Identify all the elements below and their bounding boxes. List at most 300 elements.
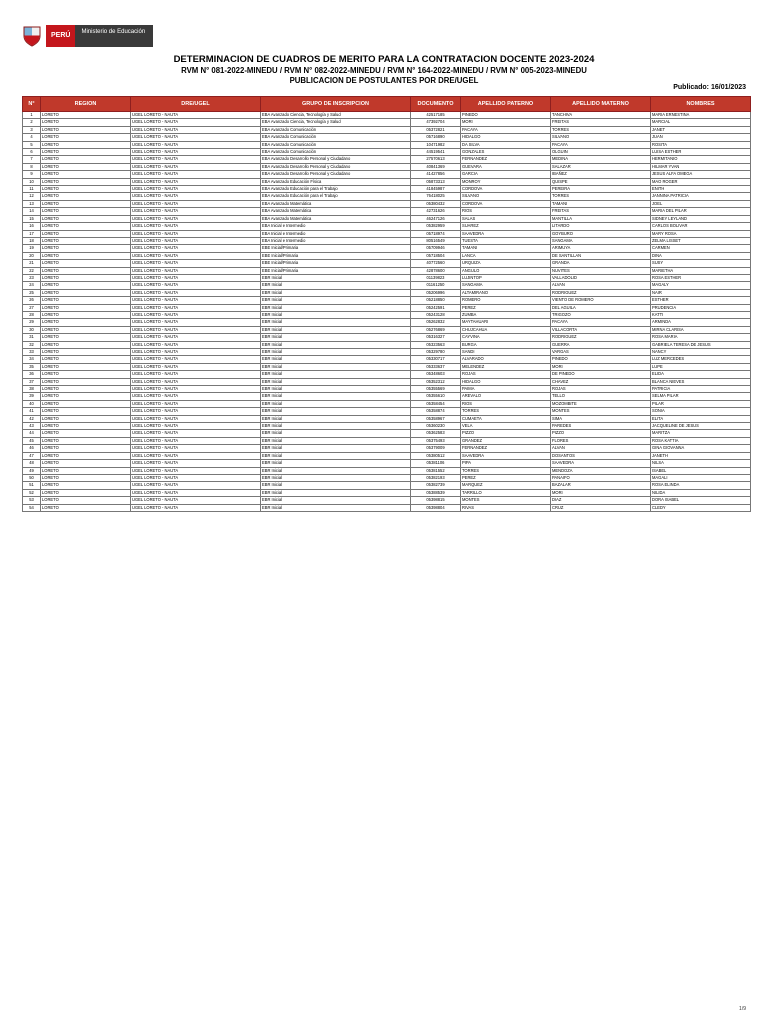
table-cell: JESUS ALFA OMEGA <box>651 171 751 178</box>
table-cell: HIDALGO <box>461 134 551 141</box>
table-cell: DOSANTOS <box>551 452 651 459</box>
table-row <box>23 223 751 230</box>
table-cell: UGEL LORETO - NAUTA <box>131 408 261 415</box>
table-cell: UGEL LORETO - NAUTA <box>131 349 261 356</box>
table-cell: UGEL LORETO - NAUTA <box>131 163 261 170</box>
table-cell: 05380432 <box>411 200 461 207</box>
table-cell: 05709946 <box>411 245 461 252</box>
table-body <box>23 112 751 512</box>
table-row <box>23 260 751 267</box>
table-cell: UGEL LORETO - NAUTA <box>131 363 261 370</box>
table-cell: BURGA <box>461 341 551 348</box>
table-cell: UGEL LORETO - NAUTA <box>131 341 261 348</box>
table-cell: EBR Inicial <box>261 326 411 333</box>
table-cell: EBR Inicial <box>261 423 411 430</box>
table-cell: LORETO <box>41 141 131 148</box>
table-cell: UGEL LORETO - NAUTA <box>131 504 261 511</box>
table-cell: SALAS <box>461 215 551 222</box>
table-cell: LORETO <box>41 386 131 393</box>
table-cell: 3 <box>23 126 41 133</box>
table-cell: GRANDEZ <box>461 437 551 444</box>
table-cell: LORETO <box>41 504 131 511</box>
table-cell: 05381552 <box>411 467 461 474</box>
country-label: PERÚ <box>46 25 75 47</box>
table-row <box>23 215 751 222</box>
table-cell: UGEL LORETO - NAUTA <box>131 260 261 267</box>
table-cell: LORETO <box>41 415 131 422</box>
table-cell: EBR Inicial <box>261 282 411 289</box>
table-cell: 05718974 <box>411 230 461 237</box>
table-cell: EBR Inicial <box>261 378 411 385</box>
table-cell: 05358454 <box>411 400 461 407</box>
table-cell: EBE Inicial/Primaria <box>261 252 411 259</box>
table-cell: 05316327 <box>411 334 461 341</box>
table-cell: LORETO <box>41 267 131 274</box>
table-cell: SANDI <box>461 349 551 356</box>
table-cell: LORETO <box>41 467 131 474</box>
table-cell: LORETO <box>41 252 131 259</box>
table-cell: 4 <box>23 134 41 141</box>
column-header: N° <box>23 97 41 112</box>
table-cell: 24 <box>23 282 41 289</box>
table-cell: 8 <box>23 163 41 170</box>
table-cell: LORETO <box>41 363 131 370</box>
table-row <box>23 363 751 370</box>
table-cell: TARRILLO <box>461 489 551 496</box>
table-cell: MEDINA <box>551 156 651 163</box>
table-cell: LORETO <box>41 430 131 437</box>
table-cell: ELIDA <box>651 371 751 378</box>
table-cell: DEL AGUILA <box>551 304 651 311</box>
table-cell: ALVAN <box>551 282 651 289</box>
table-cell: NUVITES <box>551 267 651 274</box>
table-cell: 05333637 <box>411 363 461 370</box>
table-cell: 52 <box>23 489 41 496</box>
table-cell: 50 <box>23 474 41 481</box>
table-cell: URQUIZA <box>461 260 551 267</box>
table-cell: LORETO <box>41 371 131 378</box>
table-cell: EBR Inicial <box>261 274 411 281</box>
table-cell: KATTI <box>651 311 751 318</box>
table-cell: 19 <box>23 245 41 252</box>
table-cell: ROJAS <box>551 386 651 393</box>
table-cell: LORETO <box>41 437 131 444</box>
page-title: DETERMINACION DE CUADROS DE MERITO PARA LA CONTRATACION DOCENTE 2023-2024 <box>173 54 595 65</box>
table-cell: SUAREZ <box>461 223 551 230</box>
table-cell: 05716890 <box>411 134 461 141</box>
table-cell: 25 <box>23 289 41 296</box>
table-cell: RODRIGUEZ <box>551 289 651 296</box>
table-cell: 41427856 <box>411 171 461 178</box>
table-cell: ROSA ELINDA <box>651 482 751 489</box>
table-cell: CLEDY <box>651 504 751 511</box>
table-cell: MAO ROGER <box>651 178 751 185</box>
table-cell: EBA Avanzado Ciencia, Tecnología y Salud <box>261 119 411 126</box>
table-cell: ENITH <box>651 186 751 193</box>
table-row <box>23 319 751 326</box>
table-cell: 05276869 <box>411 326 461 333</box>
table-cell: CHAVEZ <box>551 378 651 385</box>
table-cell: 76418025 <box>411 193 461 200</box>
table-row <box>23 186 751 193</box>
table-cell: CARMEN <box>651 245 751 252</box>
table-cell: MENDOZA <box>551 467 651 474</box>
table-cell: SALAZAR <box>551 163 651 170</box>
table-cell: 12 <box>23 193 41 200</box>
table-cell: 44519541 <box>411 149 461 156</box>
table-cell: 31 <box>23 334 41 341</box>
table-row <box>23 341 751 348</box>
table-row <box>23 482 751 489</box>
table-cell: LORETO <box>41 400 131 407</box>
table-cell: DE SANTILLAN <box>551 252 651 259</box>
table-cell: 27 <box>23 304 41 311</box>
table-row <box>23 163 751 170</box>
table-cell: MARIETHA <box>651 267 751 274</box>
table-cell: LORETO <box>41 230 131 237</box>
table-cell: CARLOS BOLIVAR <box>651 223 751 230</box>
table-cell: JANNINA PATRICIA <box>651 193 751 200</box>
table-cell: 05358967 <box>411 415 461 422</box>
table-cell: RIVAS <box>461 504 551 511</box>
table-row <box>23 193 751 200</box>
table-cell: SELMA PILAR <box>651 393 751 400</box>
table-cell: UGEL LORETO - NAUTA <box>131 252 261 259</box>
table-cell: UGEL LORETO - NAUTA <box>131 193 261 200</box>
table-cell: CRUZ <box>551 504 651 511</box>
table-cell: 05330717 <box>411 356 461 363</box>
table-cell: ROMERO <box>461 297 551 304</box>
table-cell: 43 <box>23 423 41 430</box>
table-cell: NAIR <box>651 289 751 296</box>
table-cell: 05388539 <box>411 489 461 496</box>
table-cell: LORETO <box>41 289 131 296</box>
table-cell: 40772560 <box>411 260 461 267</box>
table-cell: 54 <box>23 504 41 511</box>
table-cell: DIAZ <box>551 497 651 504</box>
table-cell: 05329780 <box>411 349 461 356</box>
table-cell: 51 <box>23 482 41 489</box>
table-cell: EBR Inicial <box>261 467 411 474</box>
table-cell: 53 <box>23 497 41 504</box>
table-cell: MANTILLA <box>551 215 651 222</box>
table-cell: 37 <box>23 378 41 385</box>
table-cell: EBE Inicial/Primaria <box>261 260 411 267</box>
table-row <box>23 437 751 444</box>
table-cell: UGEL LORETO - NAUTA <box>131 460 261 467</box>
table-cell: 42878600 <box>411 267 461 274</box>
table-row <box>23 415 751 422</box>
table-cell: LORETO <box>41 304 131 311</box>
table-cell: PIPA <box>461 460 551 467</box>
table-cell: MORI <box>551 363 651 370</box>
table-cell: CUMAETA <box>461 415 551 422</box>
table-cell: ROSA MARIA <box>651 334 751 341</box>
table-cell: UGEL LORETO - NAUTA <box>131 437 261 444</box>
table-cell: MORI <box>551 489 651 496</box>
table-cell: FREITAS <box>551 208 651 215</box>
table-cell: 41845987 <box>411 186 461 193</box>
table-cell: EBA Avanzado Matemática <box>261 208 411 215</box>
table-cell: LORETO <box>41 356 131 363</box>
table-cell: EBR Inicial <box>261 297 411 304</box>
table-cell: EBR Inicial <box>261 497 411 504</box>
table-cell: ALVAN <box>551 445 651 452</box>
table-cell: UGEL LORETO - NAUTA <box>131 171 261 178</box>
table-cell: EBR Inicial <box>261 341 411 348</box>
table-row <box>23 112 751 119</box>
table-cell: UGEL LORETO - NAUTA <box>131 267 261 274</box>
table-cell: PATRICIA <box>651 386 751 393</box>
table-row <box>23 349 751 356</box>
table-cell: SONIA <box>651 408 751 415</box>
table-cell: 7 <box>23 156 41 163</box>
table-cell: EBR Inicial <box>261 408 411 415</box>
table-row <box>23 245 751 252</box>
table-cell: EBA Avanzado Comunicación <box>261 134 411 141</box>
table-cell: 45 <box>23 437 41 444</box>
table-cell: HERMITANIO <box>651 156 751 163</box>
table-cell: MARITZA <box>651 430 751 437</box>
table-cell: UGEL LORETO - NAUTA <box>131 378 261 385</box>
table-cell: DORA ISABEL <box>651 497 751 504</box>
table-cell: 1 <box>23 112 41 119</box>
table-cell: 30 <box>23 326 41 333</box>
table-row <box>23 178 751 185</box>
table-cell: UGEL LORETO - NAUTA <box>131 386 261 393</box>
table-cell: GOYBURO <box>551 230 651 237</box>
table-cell: MAYTAHUARI <box>461 319 551 326</box>
table-cell: LORETO <box>41 149 131 156</box>
table-cell: 05382959 <box>411 223 461 230</box>
table-cell: UGEL LORETO - NAUTA <box>131 156 261 163</box>
table-cell: UGEL LORETO - NAUTA <box>131 467 261 474</box>
table-cell: CAYVINA <box>461 334 551 341</box>
table-cell: LUJINTOP <box>461 274 551 281</box>
table-cell: EBR Inicial <box>261 489 411 496</box>
table-cell: UGEL LORETO - NAUTA <box>131 149 261 156</box>
table-cell: PINEDO <box>551 356 651 363</box>
table-cell: LORETO <box>41 452 131 459</box>
table-cell: AREVALO <box>461 393 551 400</box>
table-cell: RODRIGUEZ <box>551 334 651 341</box>
table-cell: EBR Inicial <box>261 437 411 444</box>
table-cell: SANGAMA <box>551 237 651 244</box>
table-cell: UGEL LORETO - NAUTA <box>131 356 261 363</box>
table-cell: 47 <box>23 452 41 459</box>
table-cell: PIZZO <box>461 430 551 437</box>
table-cell: 42 <box>23 415 41 422</box>
table-cell: PEREZ <box>461 304 551 311</box>
table-row <box>23 252 751 259</box>
table-cell: UGEL LORETO - NAUTA <box>131 126 261 133</box>
table-row <box>23 430 751 437</box>
table-cell: MONTES <box>461 497 551 504</box>
table-cell: MELENDEZ <box>461 363 551 370</box>
table-cell: PIZZO <box>551 430 651 437</box>
table-cell: MARQUEZ <box>461 482 551 489</box>
column-header: REGION <box>41 97 131 112</box>
table-cell: 05352312 <box>411 378 461 385</box>
table-cell: 05358874 <box>411 408 461 415</box>
table-cell: PAREDES <box>551 423 651 430</box>
table-cell: EBR Inicial <box>261 363 411 370</box>
table-cell: EBA Avanzado Ciencia, Tecnología y Salud <box>261 112 411 119</box>
table-cell: EBR Inicial <box>261 356 411 363</box>
table-row <box>23 156 751 163</box>
applicants-table <box>22 96 751 512</box>
table-row <box>23 393 751 400</box>
table-cell: ESTHER <box>651 297 751 304</box>
table-cell: JANET <box>651 126 751 133</box>
table-cell: 9 <box>23 171 41 178</box>
table-cell: LORETO <box>41 326 131 333</box>
table-cell: 05382739 <box>411 482 461 489</box>
table-cell: PEREIRA <box>551 186 651 193</box>
table-cell: LORETO <box>41 474 131 481</box>
table-row <box>23 149 751 156</box>
table-cell: UGEL LORETO - NAUTA <box>131 289 261 296</box>
table-cell: PINEDO <box>461 112 551 119</box>
table-cell: UGEL LORETO - NAUTA <box>131 474 261 481</box>
table-cell: 38 <box>23 386 41 393</box>
table-cell: EBA Avanzado Educación para el Trabajo <box>261 193 411 200</box>
table-cell: EBA Avanzado Desarrollo Personal y Ciudadano <box>261 156 411 163</box>
table-cell: QUISPE <box>551 178 651 185</box>
table-row <box>23 445 751 452</box>
table-row <box>23 326 751 333</box>
table-cell: LORETO <box>41 119 131 126</box>
table-cell: 26 <box>23 297 41 304</box>
table-cell: LORETO <box>41 171 131 178</box>
table-cell: MONTES <box>551 408 651 415</box>
table-row <box>23 230 751 237</box>
table-cell: 05323563 <box>411 341 461 348</box>
table-cell: LORETO <box>41 349 131 356</box>
table-cell: PACAYA <box>551 319 651 326</box>
table-row <box>23 400 751 407</box>
table-cell: 46247126 <box>411 215 461 222</box>
table-cell: 01161250 <box>411 282 461 289</box>
table-cell: JUAN <box>651 134 751 141</box>
table-cell: LORETO <box>41 319 131 326</box>
column-header: GRUPO DE INSCRIPCION <box>261 97 411 112</box>
table-cell: 05718504 <box>411 252 461 259</box>
table-cell: 36 <box>23 371 41 378</box>
table-cell: UGEL LORETO - NAUTA <box>131 393 261 400</box>
table-cell: 05381106 <box>411 460 461 467</box>
table-cell: LORETO <box>41 200 131 207</box>
table-row <box>23 452 751 459</box>
table-cell: 17 <box>23 230 41 237</box>
table-cell: 32 <box>23 341 41 348</box>
table-cell: EBR Inicial <box>261 304 411 311</box>
table-cell: MOZOMBITE <box>551 400 651 407</box>
table-cell: TORRES <box>461 467 551 474</box>
table-cell: LORETO <box>41 311 131 318</box>
table-cell: CORDOVA <box>461 186 551 193</box>
table-cell: LORETO <box>41 482 131 489</box>
table-cell: RIOS <box>461 208 551 215</box>
table-cell: EBE Inicial/Primaria <box>261 267 411 274</box>
table-cell: LITARDO <box>551 223 651 230</box>
table-cell: EBA Avanzado Comunicación <box>261 141 411 148</box>
table-cell: LORETO <box>41 178 131 185</box>
table-cell: 05355610 <box>411 393 461 400</box>
table-cell: 11 <box>23 186 41 193</box>
table-cell: SAAVEDRA <box>551 460 651 467</box>
table-cell: EBA Inicial e Intermedio <box>261 230 411 237</box>
table-cell: ALVARADO <box>461 356 551 363</box>
table-cell: LORETO <box>41 156 131 163</box>
ministry-logo <box>22 24 153 48</box>
table-cell: PRUDENCIA <box>651 304 751 311</box>
table-cell: SILVANO <box>461 193 551 200</box>
table-cell: LORETO <box>41 274 131 281</box>
table-cell: TORRES <box>461 408 551 415</box>
table-cell: PACAYA <box>461 126 551 133</box>
page-number: 1/9 <box>739 1006 746 1012</box>
table-cell: 05873313 <box>411 178 461 185</box>
table-cell: LORETO <box>41 445 131 452</box>
table-row <box>23 356 751 363</box>
table-cell: ALTAMIRANO <box>461 289 551 296</box>
table-cell: ISABEL <box>651 467 751 474</box>
table-cell: 16 <box>23 223 41 230</box>
table-cell: 05398815 <box>411 497 461 504</box>
table-cell: LUISA ESTHER <box>651 149 751 156</box>
table-cell: LORETO <box>41 112 131 119</box>
table-cell: UGEL LORETO - NAUTA <box>131 178 261 185</box>
table-cell: 35 <box>23 363 41 370</box>
table-cell: 29 <box>23 319 41 326</box>
table-cell: EBR Inicial <box>261 504 411 511</box>
table-cell: LUZ MERCEDES <box>651 356 751 363</box>
peru-shield-icon <box>22 25 42 47</box>
table-cell: EBR Inicial <box>261 319 411 326</box>
table-cell: EBA Inicial e Intermedio <box>261 237 411 244</box>
table-cell: 42731626 <box>411 208 461 215</box>
table-cell: UGEL LORETO - NAUTA <box>131 430 261 437</box>
table-cell: LORETO <box>41 126 131 133</box>
table-cell: EBR Inicial <box>261 311 411 318</box>
page-subtitle-2: PUBLICACION DE POSTULANTES POR DRE/UGEL <box>289 76 479 85</box>
table-cell: EBR Inicial <box>261 386 411 393</box>
table-cell: UGEL LORETO - NAUTA <box>131 423 261 430</box>
table-cell: 49 <box>23 467 41 474</box>
table-cell: EBR Inicial <box>261 400 411 407</box>
table-cell: VARGAS <box>551 349 651 356</box>
table-cell: GRANDA <box>551 260 651 267</box>
table-cell: TRIGOZO <box>551 311 651 318</box>
table-cell: LORETO <box>41 297 131 304</box>
table-cell: EBR Inicial <box>261 460 411 467</box>
table-cell: LORETO <box>41 408 131 415</box>
table-row <box>23 134 751 141</box>
table-cell: ROJAS <box>461 371 551 378</box>
table-cell: JOEL <box>651 200 751 207</box>
table-cell: RIOS <box>461 400 551 407</box>
table-cell: 05382193 <box>411 474 461 481</box>
table-cell: EBA Avanzado Matemática <box>261 215 411 222</box>
table-cell: 05375493 <box>411 437 461 444</box>
table-cell: UGEL LORETO - NAUTA <box>131 489 261 496</box>
table-cell: DINA <box>651 252 751 259</box>
table-cell: UGEL LORETO - NAUTA <box>131 208 261 215</box>
table-cell: FERNANDEZ <box>461 156 551 163</box>
table-row <box>23 371 751 378</box>
table-cell: ROSA KATTIA <box>651 437 751 444</box>
